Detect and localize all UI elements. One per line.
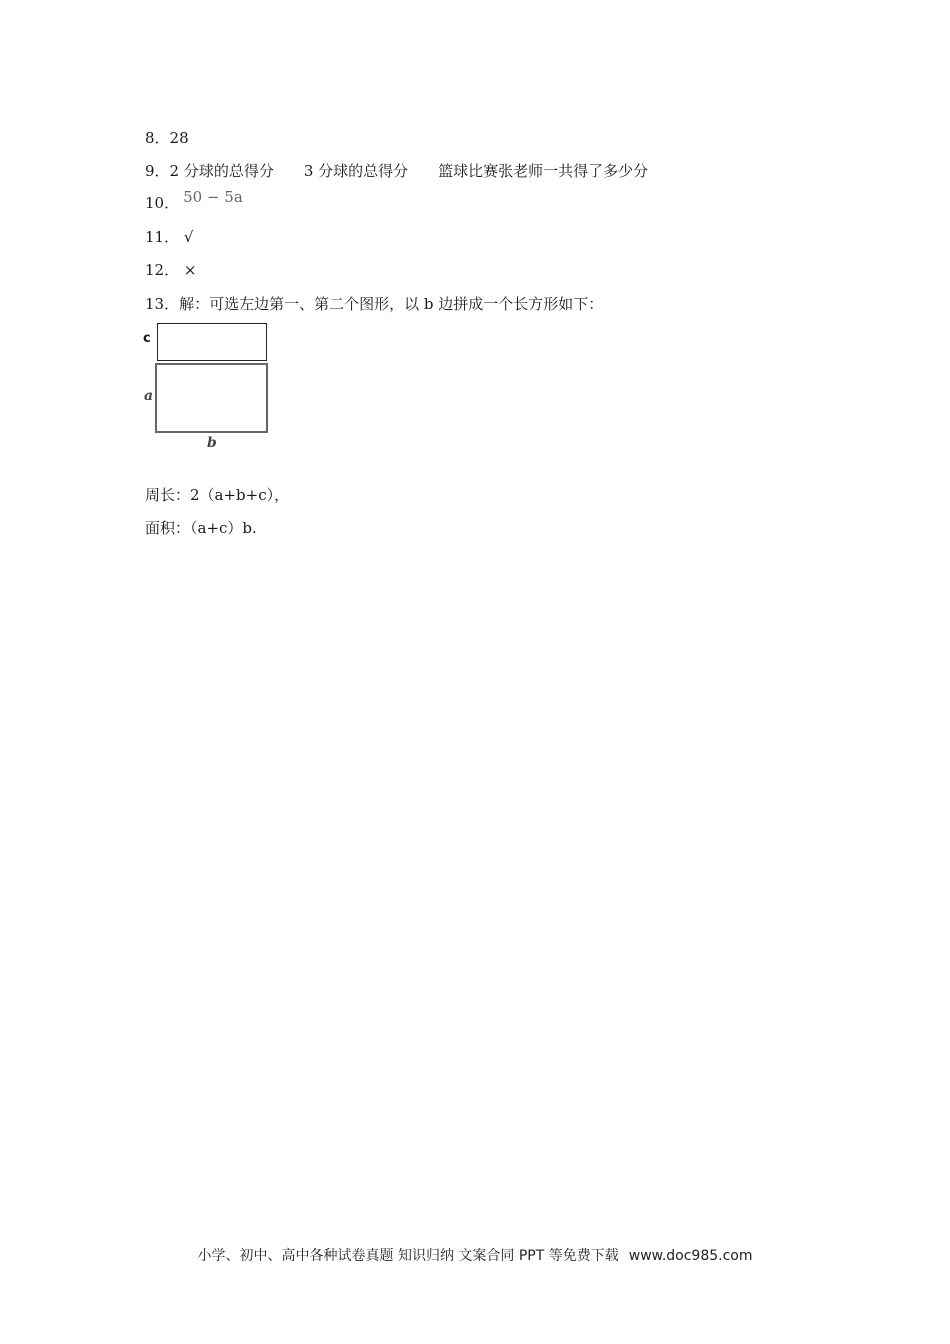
answer-10-expression: 50 − 5a bbox=[183, 188, 243, 206]
answer-9-part1: 2 分球的总得分 bbox=[169, 162, 274, 180]
answer-8: 8．28 bbox=[145, 129, 189, 147]
label-b: b bbox=[207, 435, 217, 451]
answer-11: 11． √ bbox=[145, 228, 194, 246]
rectangle-main bbox=[155, 363, 268, 433]
answer-10-number: 10． bbox=[145, 194, 180, 212]
label-a: a bbox=[144, 388, 154, 404]
label-c: c bbox=[143, 331, 151, 346]
answer-9-part3: 篮球比赛张老师一共得了多少分 bbox=[438, 162, 649, 180]
answer-9-number: 9． bbox=[145, 162, 170, 180]
footer bbox=[0, 1245, 950, 1265]
footer-text: 小学、初中、高中各种试卷真题 知识归纳 文案合同 PPT 等免费下载 bbox=[197, 1248, 619, 1264]
perimeter-result: 周长：2（a+b+c）， bbox=[145, 486, 290, 504]
answer-10 bbox=[145, 188, 243, 213]
answer-9-part2: 3 分球的总得分 bbox=[303, 162, 409, 180]
footer-site-link[interactable]: www.doc985.com bbox=[628, 1248, 753, 1264]
answer-9 bbox=[145, 161, 648, 181]
rectangle-top bbox=[157, 323, 267, 361]
answer-12: 12． × bbox=[145, 261, 197, 279]
answer-13: 13．解：可选左边第一、第二个图形，以 b 边拼成一个长方形如下： bbox=[145, 295, 604, 313]
area-result: 面积：（a+c）b. bbox=[145, 519, 257, 537]
